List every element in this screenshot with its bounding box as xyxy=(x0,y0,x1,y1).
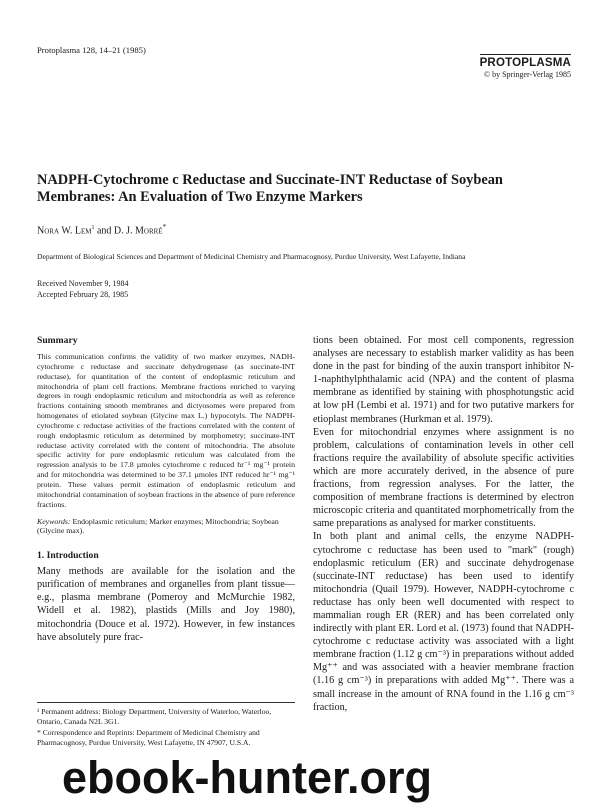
body-paragraph: In both plant and animal cells, the enzyme NADPH-cytochrome c reductase has been used to "mark" (rough) endoplasmic reticulum (ER) and succinate dehydrogenase (succinate-INT reductase) has been used to identify mitochondria (Quail 1979). However, NADPH-cytochrome c reductase has only been well documented with respect to mammalian rough ER (RER) and has been correlated only indirectly with plant ER. Lord et al. (1973) found that NADPH-cytochrome c reductase activity was associated with a light membrane fraction (1.12 g cm⁻³) in preparations without added Mg⁺⁺ and was associated with a heavier membrane fraction (1.16 g cm⁻³) in preparations with added Mg⁺⁺. There was a small increase in the amount of RNA found in the 1.16 g cm⁻³ fraction, xyxy=(313,531,574,713)
article-title: NADPH-Cytochrome c Reductase and Succinate-INT Reductase of Soybean Membranes: An Evaluation of Two Enzyme Markers xyxy=(37,172,503,205)
keywords xyxy=(37,517,295,537)
summary-text: This communication confirms the validity of two marker enzymes, NADH-cytochrome c reductase and succinate dehydrogenase (as succinate-INT reductase), for quantitation of the content of endoplasmic reticulum and mitochondria of plant cell fractions. Membrane fractions enriched to varying degrees in rough endoplasmic reticulum and mitochondria as well as reference fractions containing smooth membranes and dictyosomes were prepared from homogenates of etiolated soybean (Glycine max L.) hypocotyls. The NADPH-cytochrome c reductase activities of the fractions correlated with the content of rough endoplasmic reticulum as determined by morphometry; succinate-INT reductase activity correlated with the content of mitochondria. The absolute specific activity for pure endoplasmic reticulum was calculated from the regression analysis to be 17.8 µmoles cytochrome c reduced hr⁻¹ mg⁻¹ protein and for mitochondria was determined to be 37.1 µmoles INT reduced hr⁻¹ mg⁻¹ protein. These values permit estimation of endoplasmic reticulum and mitochondrial contamination of soybean fractions in the absence of pure reference fractions. xyxy=(37,352,295,509)
footnote-mark: 1 xyxy=(91,225,95,231)
summary-heading: Summary xyxy=(37,335,78,346)
publisher-copyright: © by Springer-Verlag 1985 xyxy=(483,70,571,79)
body-paragraph: tions been obtained. For most cell components, regression analyses are necessary to establish marker validity as has been done in the past for binding of the auxin transport inhibitor N-1-naphthylphthalamic acid (NPA) and the content of plasma membrane as identified by staining with phosphotungstic acid at low pH (Lembi et al. 1971) and for two putative markers for etioplast membranes (Hurkman et al. 1979). xyxy=(313,335,574,425)
author-name: Nora W. Lem xyxy=(37,225,92,237)
author-conjunction: and xyxy=(94,225,114,237)
footnote-1: ¹ Permanent address: Biology Department, University of Waterloo, Waterloo, Ontario, Canada N2L 3G1. xyxy=(37,707,272,726)
journal-brand xyxy=(480,54,571,79)
journal-reference: Protoplasma 128, 14–21 (1985) xyxy=(37,45,146,55)
watermark-logo xyxy=(60,746,600,806)
introduction-paragraph: Many methods are available for the isolation and the purification of membranes and organelles from plant tissue—e.g., plasma membrane (Pomeroy and McMurchie 1982, Widell et al. 1982), plastids (Mills and Joy 1980), mitochondria (Douce et al. 1972). However, in few instances have absolutely pure frac- xyxy=(37,566,295,643)
author-line xyxy=(37,223,166,236)
author-name: D. J. Morré xyxy=(113,225,163,237)
received-date: Received November 9, 1984 xyxy=(37,279,129,288)
body-paragraph: Even for mitochondrial enzymes where assignment is no problem, calculations of contamination levels in other cell fractions require the availability of absolute specific activities which are more accurately derived, in the absence of pure fractions, from regression analyses. For the latter, the composition of membrane fractions is determined by electron microscopic criteria and quantitated morphometrically from the same preparations as analysed for marker constituents. xyxy=(313,426,574,530)
manuscript-dates xyxy=(37,279,129,300)
footnotes xyxy=(37,702,295,750)
accepted-date: Accepted February 28, 1985 xyxy=(37,289,129,299)
keywords-list: Endoplasmic reticulum; Marker enzymes; Mitochondria; Soybean (Glycine max). xyxy=(37,516,279,536)
footnote-2: * Correspondence and Reprints: Department of Medicinal Chemistry and Pharmacognosy, Purdue University, West Lafayette, IN 47907, U.S.A. xyxy=(37,728,260,748)
footnote-mark: * xyxy=(162,223,167,231)
journal-name: PROTOPLASMA xyxy=(480,54,571,69)
right-column xyxy=(313,334,574,714)
affiliation: Department of Biological Sciences and Department of Medicinal Chemistry and Pharmacognosy, Purdue University, West Lafayette, Indiana xyxy=(37,252,466,261)
left-column xyxy=(37,335,295,644)
introduction-heading: 1. Introduction xyxy=(37,550,99,562)
watermark-text: ebook-hunter.org xyxy=(62,752,432,803)
keywords-label: Keywords: xyxy=(37,516,71,526)
